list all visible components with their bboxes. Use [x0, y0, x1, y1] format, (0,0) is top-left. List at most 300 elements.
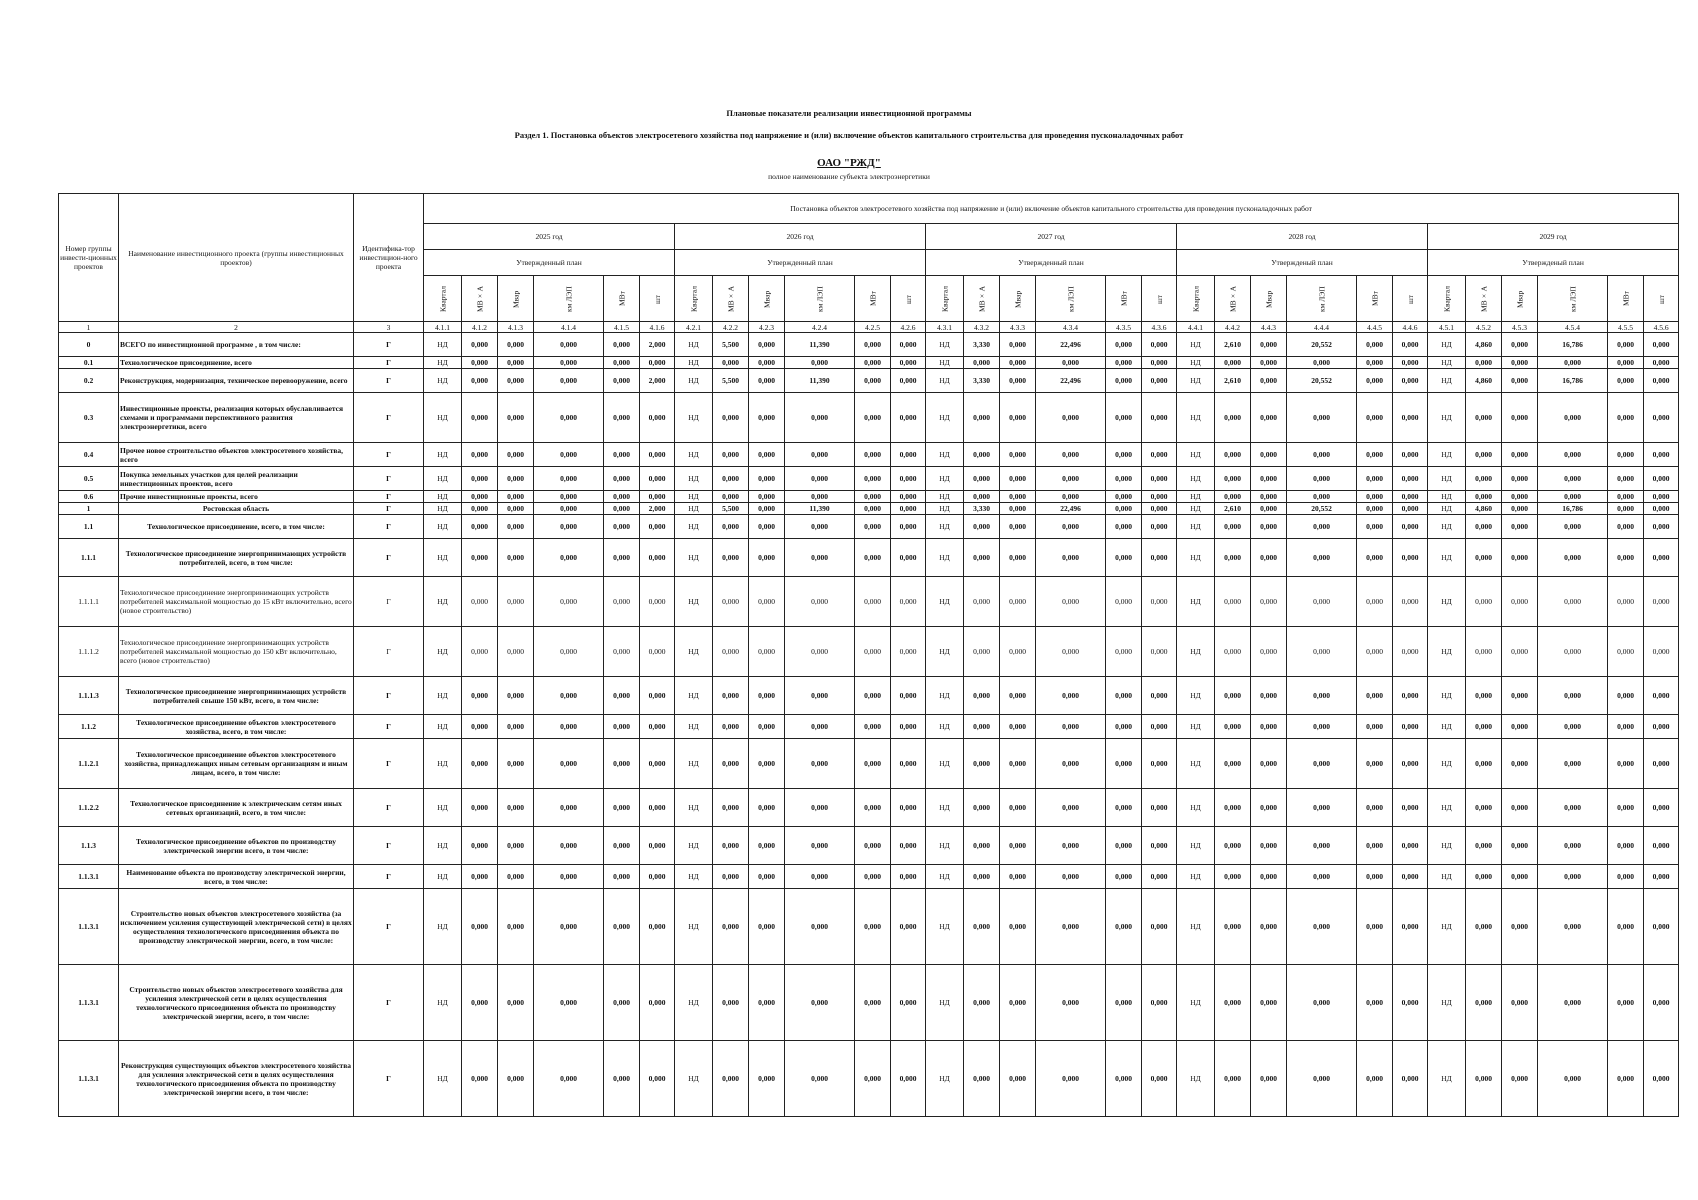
value-cell: НД — [424, 369, 462, 393]
value-cell: НД — [1177, 357, 1215, 369]
value-cell: 0,000 — [462, 393, 498, 443]
value-cell: 0,000 — [1502, 503, 1538, 515]
value-cell: 0,000 — [534, 503, 604, 515]
value-cell: 0,000 — [1000, 789, 1036, 827]
header-unit: Мвар — [498, 276, 534, 322]
value-cell: 0,000 — [1000, 491, 1036, 503]
value-cell: 0,000 — [713, 577, 749, 627]
row-project-id: Г — [354, 827, 424, 865]
value-cell: 0,000 — [1357, 443, 1393, 467]
value-cell: 0,000 — [534, 965, 604, 1041]
value-cell: 0,000 — [1036, 393, 1106, 443]
header-unit: Квартал — [424, 276, 462, 322]
value-cell: 0,000 — [855, 369, 891, 393]
value-cell: НД — [1177, 577, 1215, 627]
value-cell: 0,000 — [534, 443, 604, 467]
value-cell: 0,000 — [1538, 789, 1608, 827]
value-cell: 0,000 — [855, 577, 891, 627]
value-cell: 0,000 — [462, 739, 498, 789]
value-cell: 0,000 — [1036, 1041, 1106, 1117]
value-cell: 0,000 — [1287, 789, 1357, 827]
value-cell: 0,000 — [604, 539, 640, 577]
value-cell: 0,000 — [534, 491, 604, 503]
value-cell: НД — [926, 369, 964, 393]
report-title: Плановые показатели реализации инвестиционной программы — [726, 108, 972, 118]
value-cell: 0,000 — [462, 515, 498, 539]
value-cell: 0,000 — [1142, 443, 1177, 467]
value-cell: 0,000 — [1644, 467, 1679, 491]
value-cell: НД — [1177, 1041, 1215, 1117]
value-cell: 0,000 — [891, 515, 926, 539]
value-cell: 0,000 — [604, 789, 640, 827]
value-cell: 20,552 — [1287, 503, 1357, 515]
value-cell: 0,000 — [1357, 333, 1393, 357]
value-cell: НД — [926, 827, 964, 865]
value-cell: 0,000 — [1357, 715, 1393, 739]
row-number: 1 — [59, 503, 119, 515]
row-project-name: Наименование объекта по производству электрической энергии, всего, в том числе: — [119, 865, 354, 889]
value-cell: 0,000 — [855, 515, 891, 539]
value-cell: НД — [424, 515, 462, 539]
value-cell: 2,000 — [640, 369, 675, 393]
value-cell: 0,000 — [785, 491, 855, 503]
row-project-id: Г — [354, 965, 424, 1041]
value-cell: 0,000 — [1357, 369, 1393, 393]
value-cell: 0,000 — [1644, 503, 1679, 515]
value-cell: 0,000 — [1106, 577, 1142, 627]
column-number: 4.2.5 — [855, 322, 891, 333]
value-cell: 0,000 — [964, 577, 1000, 627]
value-cell: 0,000 — [1036, 715, 1106, 739]
value-cell: 0,000 — [1287, 715, 1357, 739]
value-cell: 11,390 — [785, 333, 855, 357]
value-cell: 3,330 — [964, 369, 1000, 393]
value-cell: 0,000 — [1036, 467, 1106, 491]
value-cell: 0,000 — [498, 739, 534, 789]
value-cell: 0,000 — [1393, 503, 1428, 515]
value-cell: 0,000 — [855, 503, 891, 515]
header-unit: Квартал — [1428, 276, 1466, 322]
value-cell: 0,000 — [498, 515, 534, 539]
row-number: 1.1.3.1 — [59, 1041, 119, 1117]
value-cell: НД — [1177, 443, 1215, 467]
value-cell: 0,000 — [1393, 369, 1428, 393]
value-cell: 0,000 — [1000, 677, 1036, 715]
column-number: 4.5.1 — [1428, 322, 1466, 333]
row-project-id: Г — [354, 677, 424, 715]
value-cell: 0,000 — [891, 677, 926, 715]
header-unit: Квартал — [926, 276, 964, 322]
table-row — [59, 577, 1679, 627]
value-cell: 0,000 — [462, 627, 498, 677]
value-cell: 0,000 — [1466, 889, 1502, 965]
value-cell: 0,000 — [749, 357, 785, 369]
column-number: 4.1.2 — [462, 322, 498, 333]
value-cell: 0,000 — [1000, 577, 1036, 627]
value-cell: 0,000 — [1036, 789, 1106, 827]
value-cell: НД — [675, 539, 713, 577]
value-cell: 0,000 — [1106, 357, 1142, 369]
value-cell: 0,000 — [1142, 393, 1177, 443]
value-cell: 0,000 — [1644, 333, 1679, 357]
value-cell: 0,000 — [604, 965, 640, 1041]
value-cell: 0,000 — [785, 677, 855, 715]
value-cell: НД — [1177, 965, 1215, 1041]
value-cell: 0,000 — [498, 333, 534, 357]
header-unit: МВ×А — [1215, 276, 1251, 322]
value-cell: 0,000 — [1000, 965, 1036, 1041]
table-row — [59, 715, 1679, 739]
value-cell: 0,000 — [855, 715, 891, 739]
value-cell: НД — [424, 789, 462, 827]
value-cell: НД — [926, 677, 964, 715]
value-cell: 0,000 — [498, 577, 534, 627]
value-cell: 0,000 — [640, 467, 675, 491]
header-unit: км ЛЭП — [1287, 276, 1357, 322]
value-cell: 0,000 — [604, 627, 640, 677]
value-cell: 0,000 — [1215, 715, 1251, 739]
value-cell: 0,000 — [1644, 789, 1679, 827]
row-project-name: ВСЕГО по инвестиционной программе , в том числе: — [119, 333, 354, 357]
value-cell: 0,000 — [1608, 965, 1644, 1041]
value-cell: 0,000 — [1608, 491, 1644, 503]
column-number: 4.5.5 — [1608, 322, 1644, 333]
value-cell: 16,786 — [1538, 503, 1608, 515]
value-cell: НД — [1428, 369, 1466, 393]
value-cell: 0,000 — [640, 539, 675, 577]
value-cell: 0,000 — [1393, 577, 1428, 627]
value-cell: 0,000 — [1106, 539, 1142, 577]
value-cell: НД — [926, 503, 964, 515]
value-cell: 0,000 — [462, 539, 498, 577]
value-cell: 0,000 — [604, 577, 640, 627]
row-number: 0.5 — [59, 467, 119, 491]
value-cell: НД — [675, 965, 713, 1041]
value-cell: 2,610 — [1215, 503, 1251, 515]
value-cell: 0,000 — [640, 789, 675, 827]
value-cell: 0,000 — [1106, 333, 1142, 357]
table-row — [59, 827, 1679, 865]
value-cell: 0,000 — [1142, 539, 1177, 577]
header-span-title: Постановка объектов электросетевого хозяйства под напряжение и (или) включение объектов капитального строительства для проведения пусконаладочных работ — [424, 194, 1679, 224]
column-number: 4.2.3 — [749, 322, 785, 333]
value-cell: 0,000 — [1502, 1041, 1538, 1117]
value-cell: 0,000 — [1644, 515, 1679, 539]
value-cell: НД — [424, 965, 462, 1041]
value-cell: НД — [1177, 467, 1215, 491]
value-cell: 0,000 — [1608, 789, 1644, 827]
value-cell: 0,000 — [713, 357, 749, 369]
header-unit: МВт — [604, 276, 640, 322]
value-cell: 0,000 — [855, 739, 891, 789]
row-project-name: Прочие инвестиционные проекты, всего — [119, 491, 354, 503]
value-cell: 0,000 — [1287, 357, 1357, 369]
value-cell: 0,000 — [1251, 539, 1287, 577]
value-cell: НД — [1428, 539, 1466, 577]
value-cell: 0,000 — [964, 357, 1000, 369]
value-cell: 16,786 — [1538, 333, 1608, 357]
value-cell: НД — [1177, 739, 1215, 789]
value-cell: 0,000 — [1287, 393, 1357, 443]
value-cell: 0,000 — [640, 443, 675, 467]
row-project-id: Г — [354, 577, 424, 627]
value-cell: НД — [424, 357, 462, 369]
value-cell: 0,000 — [1036, 739, 1106, 789]
value-cell: 0,000 — [891, 467, 926, 491]
value-cell: 0,000 — [1538, 865, 1608, 889]
column-number: 4.5.3 — [1502, 322, 1538, 333]
value-cell: 0,000 — [640, 865, 675, 889]
value-cell: 0,000 — [1251, 491, 1287, 503]
value-cell: 0,000 — [1251, 627, 1287, 677]
value-cell: 0,000 — [1538, 827, 1608, 865]
value-cell: 0,000 — [1393, 827, 1428, 865]
value-cell: 0,000 — [785, 515, 855, 539]
value-cell: 0,000 — [498, 789, 534, 827]
value-cell: 0,000 — [462, 965, 498, 1041]
value-cell: 0,000 — [640, 627, 675, 677]
value-cell: 0,000 — [1644, 827, 1679, 865]
value-cell: НД — [1428, 677, 1466, 715]
value-cell: 0,000 — [1215, 467, 1251, 491]
value-cell: 0,000 — [498, 965, 534, 1041]
value-cell: НД — [424, 539, 462, 577]
value-cell: 0,000 — [1502, 491, 1538, 503]
row-project-id: Г — [354, 515, 424, 539]
value-cell: 4,860 — [1466, 503, 1502, 515]
value-cell: 0,000 — [1215, 393, 1251, 443]
value-cell: НД — [424, 889, 462, 965]
value-cell: НД — [424, 715, 462, 739]
row-number: 0.2 — [59, 369, 119, 393]
value-cell: НД — [1177, 627, 1215, 677]
value-cell: 0,000 — [1142, 677, 1177, 715]
value-cell: 0,000 — [1608, 677, 1644, 715]
row-project-name: Технологическое присоединение, всего — [119, 357, 354, 369]
row-number: 0.1 — [59, 357, 119, 369]
column-number: 4.2.2 — [713, 322, 749, 333]
table-row — [59, 1041, 1679, 1117]
row-number: 1.1.1.2 — [59, 627, 119, 677]
value-cell: 22,496 — [1036, 369, 1106, 393]
value-cell: 0,000 — [604, 443, 640, 467]
column-number: 2 — [119, 322, 354, 333]
value-cell: 0,000 — [1000, 393, 1036, 443]
value-cell: 0,000 — [498, 865, 534, 889]
header-plan-label: Утвержденный план — [675, 250, 926, 276]
value-cell: НД — [926, 357, 964, 369]
value-cell: 0,000 — [713, 789, 749, 827]
value-cell: 0,000 — [1644, 577, 1679, 627]
company-name: ОАО "РЖД" — [817, 157, 881, 169]
value-cell: 0,000 — [1251, 577, 1287, 627]
value-cell: НД — [1428, 357, 1466, 369]
column-number: 4.3.5 — [1106, 322, 1142, 333]
row-number: 1.1.2 — [59, 715, 119, 739]
value-cell: НД — [1177, 503, 1215, 515]
value-cell: 0,000 — [1502, 865, 1538, 889]
value-cell: 0,000 — [1106, 739, 1142, 789]
value-cell: 0,000 — [855, 789, 891, 827]
column-number: 4.3.2 — [964, 322, 1000, 333]
section-title: Раздел 1. Постановка объектов электросетевого хозяйства под напряжение и (или) включение объектов капитального строительства для проведения пусконаладочных работ — [514, 130, 1184, 140]
column-number: 4.5.6 — [1644, 322, 1679, 333]
column-number: 4.4.1 — [1177, 322, 1215, 333]
value-cell: 2,000 — [640, 333, 675, 357]
value-cell: 0,000 — [1215, 1041, 1251, 1117]
value-cell: 0,000 — [1357, 827, 1393, 865]
value-cell: НД — [424, 467, 462, 491]
value-cell: 0,000 — [749, 827, 785, 865]
value-cell: 0,000 — [462, 443, 498, 467]
value-cell: 0,000 — [785, 965, 855, 1041]
value-cell: НД — [1428, 739, 1466, 789]
header-unit: МВт — [1357, 276, 1393, 322]
value-cell: 0,000 — [1357, 467, 1393, 491]
value-cell: 0,000 — [749, 1041, 785, 1117]
header-unit: шт — [891, 276, 926, 322]
value-cell: 0,000 — [1142, 333, 1177, 357]
value-cell: НД — [675, 515, 713, 539]
value-cell: 0,000 — [604, 1041, 640, 1117]
column-number: 4.2.4 — [785, 322, 855, 333]
value-cell: 0,000 — [1036, 443, 1106, 467]
value-cell: 0,000 — [462, 577, 498, 627]
value-cell: 0,000 — [1251, 369, 1287, 393]
value-cell: 0,000 — [1393, 539, 1428, 577]
value-cell: 0,000 — [1502, 577, 1538, 627]
value-cell: НД — [926, 491, 964, 503]
value-cell: 3,330 — [964, 333, 1000, 357]
row-project-name: Реконструкция существующих объектов электросетевого хозяйства для усиления электрической сети в целях осуществления технологического присоединения объекта по производству электрической энергии всего, в том числе: — [119, 1041, 354, 1117]
value-cell: 0,000 — [1357, 865, 1393, 889]
value-cell: 0,000 — [749, 965, 785, 1041]
value-cell: 0,000 — [498, 715, 534, 739]
value-cell: 0,000 — [534, 369, 604, 393]
value-cell: 0,000 — [891, 627, 926, 677]
value-cell: 0,000 — [1608, 393, 1644, 443]
value-cell: НД — [1428, 827, 1466, 865]
value-cell: 0,000 — [1608, 627, 1644, 677]
value-cell: 0,000 — [855, 443, 891, 467]
value-cell: 0,000 — [785, 827, 855, 865]
row-number: 1.1.1 — [59, 539, 119, 577]
header-plan-label: Утвержденный план — [424, 250, 675, 276]
table-row — [59, 627, 1679, 677]
row-number: 1.1.1.1 — [59, 577, 119, 627]
company-caption: полное наименование субъекта электроэнергетики — [768, 172, 930, 181]
value-cell: 0,000 — [1538, 393, 1608, 443]
value-cell: 0,000 — [1502, 357, 1538, 369]
value-cell: 0,000 — [964, 889, 1000, 965]
table-row — [59, 503, 1679, 515]
row-project-name: Строительство новых объектов электросетевого хозяйства (за исключением усиления существующей электрической сети) в целях осуществления технологического присоединения объекта по производству электрической энергии, всего, в том числе: — [119, 889, 354, 965]
header-unit: Квартал — [1177, 276, 1215, 322]
value-cell: 0,000 — [1393, 865, 1428, 889]
value-cell: 0,000 — [713, 889, 749, 965]
header-unit: МВ×А — [964, 276, 1000, 322]
value-cell: 0,000 — [1287, 1041, 1357, 1117]
value-cell: 0,000 — [498, 467, 534, 491]
value-cell: 0,000 — [498, 393, 534, 443]
column-number: 4.1.1 — [424, 322, 462, 333]
value-cell: 0,000 — [713, 677, 749, 715]
value-cell: 16,786 — [1538, 369, 1608, 393]
header-plan-label: Утвержденый план — [1428, 250, 1679, 276]
value-cell: 0,000 — [1466, 443, 1502, 467]
value-cell: 0,000 — [1357, 739, 1393, 789]
table-row — [59, 491, 1679, 503]
value-cell: 0,000 — [713, 965, 749, 1041]
value-cell: 0,000 — [891, 1041, 926, 1117]
value-cell: 0,000 — [640, 1041, 675, 1117]
value-cell: 0,000 — [964, 739, 1000, 789]
value-cell: 0,000 — [1608, 369, 1644, 393]
row-project-id: Г — [354, 393, 424, 443]
header-unit: Мвар — [1502, 276, 1538, 322]
value-cell: 0,000 — [1106, 369, 1142, 393]
value-cell: 0,000 — [1466, 715, 1502, 739]
value-cell: 0,000 — [1251, 677, 1287, 715]
row-project-id: Г — [354, 443, 424, 467]
value-cell: 0,000 — [1538, 1041, 1608, 1117]
value-cell: НД — [424, 491, 462, 503]
value-cell: 0,000 — [1608, 889, 1644, 965]
value-cell: 5,500 — [713, 333, 749, 357]
value-cell: 0,000 — [1538, 677, 1608, 715]
value-cell: 0,000 — [1608, 827, 1644, 865]
value-cell: НД — [926, 789, 964, 827]
value-cell: 0,000 — [1608, 739, 1644, 789]
value-cell: 0,000 — [713, 393, 749, 443]
value-cell: 22,496 — [1036, 503, 1106, 515]
row-number: 0.4 — [59, 443, 119, 467]
value-cell: 0,000 — [604, 715, 640, 739]
value-cell: НД — [926, 467, 964, 491]
value-cell: 0,000 — [534, 515, 604, 539]
value-cell: 0,000 — [1466, 827, 1502, 865]
value-cell: 0,000 — [1538, 889, 1608, 965]
value-cell: 0,000 — [1000, 539, 1036, 577]
value-cell: НД — [1177, 889, 1215, 965]
column-number: 4.1.4 — [534, 322, 604, 333]
value-cell: 0,000 — [1000, 827, 1036, 865]
value-cell: 20,552 — [1287, 369, 1357, 393]
value-cell: 0,000 — [855, 1041, 891, 1117]
value-cell: 0,000 — [1287, 539, 1357, 577]
value-cell: 0,000 — [964, 827, 1000, 865]
value-cell: 0,000 — [964, 393, 1000, 443]
value-cell: 0,000 — [1036, 627, 1106, 677]
value-cell: 0,000 — [855, 965, 891, 1041]
value-cell: 0,000 — [1287, 491, 1357, 503]
value-cell: 0,000 — [1251, 827, 1287, 865]
value-cell: 5,500 — [713, 369, 749, 393]
value-cell: 0,000 — [749, 539, 785, 577]
value-cell: 0,000 — [604, 503, 640, 515]
value-cell: 0,000 — [964, 789, 1000, 827]
value-cell: 0,000 — [713, 627, 749, 677]
row-project-name: Технологическое присоединение к электрическим сетям иных сетевых организаций, всего, в том числе: — [119, 789, 354, 827]
value-cell: НД — [926, 539, 964, 577]
header-unit: Квартал — [675, 276, 713, 322]
value-cell: 0,000 — [785, 357, 855, 369]
value-cell: 0,000 — [964, 1041, 1000, 1117]
value-cell: 0,000 — [1357, 503, 1393, 515]
value-cell: 0,000 — [1357, 965, 1393, 1041]
value-cell: НД — [926, 515, 964, 539]
column-number: 4.1.5 — [604, 322, 640, 333]
